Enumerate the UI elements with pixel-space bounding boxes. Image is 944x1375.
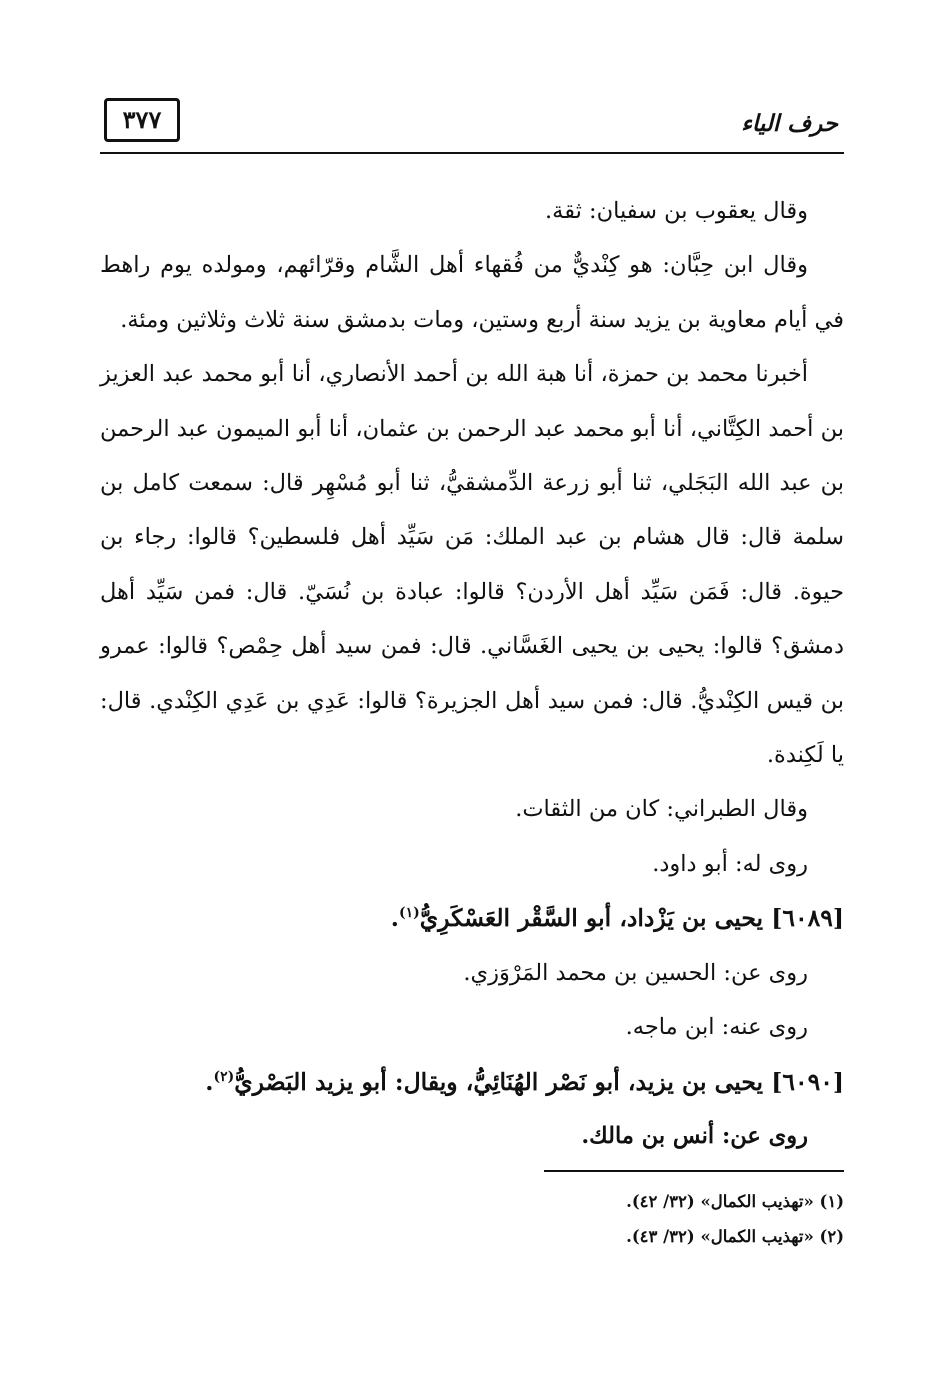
page-header bbox=[100, 88, 844, 154]
paragraph: وقال الطبراني: كان من الثقات. bbox=[515, 796, 808, 823]
narrated-from: روى عن: أنس بن مالك. bbox=[581, 1122, 808, 1149]
entry-number: [٦٠٨٩] bbox=[771, 904, 844, 933]
paragraph: وقال يعقوب بن سفيان: ثقة. bbox=[545, 198, 808, 224]
entry-end: . bbox=[205, 1067, 214, 1096]
footnote: (١) «تهذيب الكمال» (٣٢/ ٤٢). bbox=[626, 1192, 844, 1211]
footnote-ref: (١) bbox=[398, 905, 420, 922]
entry-name: يحيى بن يَزْداد، أبو السَّقْر العَسْكَرِيُّ bbox=[419, 904, 764, 933]
paragraph: روى له: أبو داود. bbox=[652, 850, 808, 877]
page-number: ٣٧٧ bbox=[104, 98, 180, 142]
footnote-divider bbox=[544, 1170, 844, 1172]
footnotes bbox=[102, 1170, 844, 1254]
paragraph: أخبرنا محمد بن حمزة، أنا هبة الله بن أحمد الأنصاري، أنا أبو محمد عبد العزيز بن أحمد الكِتَّاني، أنا أبو محمد عبد الرحمن بن عثمان، أنا أبو الميمون عبد الرحمن بن عبد الله البَجَلي، ثنا أبو زرعة الدِّمشقيُّ، ثنا أبو مُسْهِر قال: سمعت كامل بن سلمة قال: قال هشام بن عبد الملك: مَن سَيِّد أهل فلسطين؟ قالوا: رجاء بن حيوة. قال: فَمَن سَيِّد أهل الأردن؟ قالوا: عبادة بن نُسَيّ. قال: فمن سَيِّد أهل دمشق؟ قالوا: يحيى بن يحيى الغَسَّاني. قال: فمن سيد أهل حِمْص؟ قالوا: عمرو بن قيس الكِنْديُّ. قال: فمن سيد أهل الجزيرة؟ قالوا: عَدِي بن عَدِي الكِنْدي. قال: يا لَكِندة. bbox=[100, 361, 844, 769]
narrated-by: روى عنه: ابن ماجه. bbox=[625, 1014, 808, 1041]
paragraph: وقال ابن حِبَّان: هو كِنْديٌّ من فُقهاء أهل الشَّام وقرّائهم، ومولده يوم راهط في أيام معاوية بن يزيد سنة أربع وستين، ومات بدمشق سنة ثلاث وثلاثين ومئة. bbox=[100, 252, 844, 333]
footnote-ref: (٢) bbox=[213, 1068, 235, 1085]
entry-heading-6089 bbox=[100, 891, 844, 945]
narrated-from: روى عن: الحسين بن محمد المَرْوَزي. bbox=[463, 959, 808, 986]
footnote: (٢) «تهذيب الكمال» (٣٢/ ٤٣). bbox=[626, 1227, 844, 1246]
entry-number: [٦٠٩٠] bbox=[771, 1067, 844, 1096]
entry-heading-6090 bbox=[100, 1055, 844, 1109]
entry-name: يحيى بن يزيد، أبو نَصْر الهُنَائِيُّ، ويقال: أبو يزيد البَصْريُّ bbox=[234, 1067, 764, 1096]
entry-end: . bbox=[390, 904, 399, 933]
running-title: حرف الياء bbox=[741, 110, 838, 137]
main-text bbox=[100, 184, 844, 1163]
